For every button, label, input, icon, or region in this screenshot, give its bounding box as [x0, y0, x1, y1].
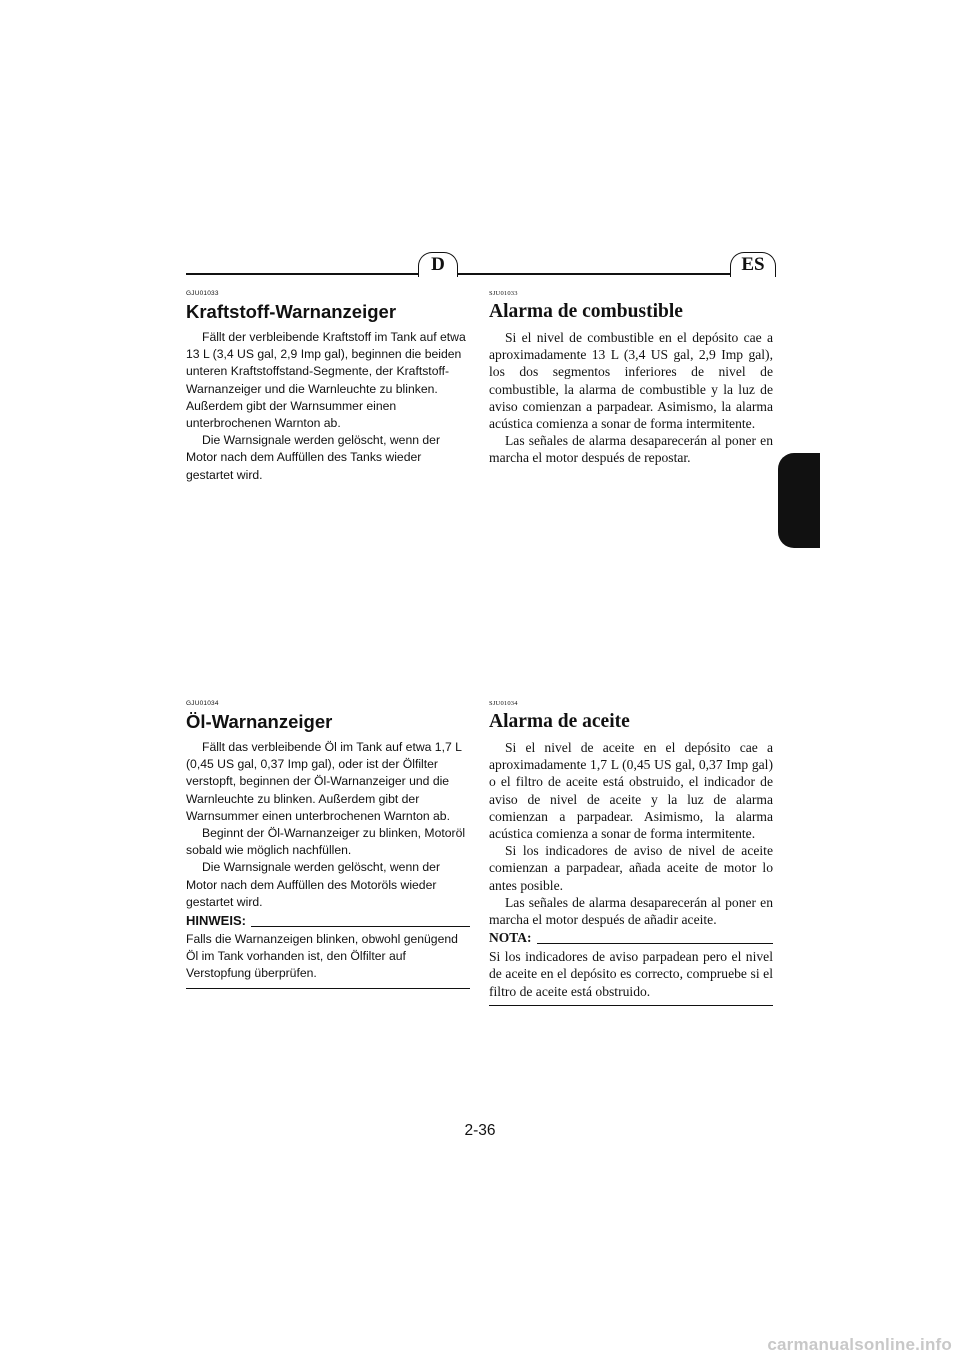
paragraph: Las señales de alarma desaparecerán al poner en marcha el motor después de añadir aceite. — [489, 894, 773, 928]
note-end-rule — [489, 1005, 773, 1006]
paragraph: Si el nivel de combustible en el depósito cae a aproximadamente 13 L (3,4 US gal, 2,9 Imp gal), los dos segmentos inferiores de nivel de combustible, la alarma de combustible y la luz de aviso comienzan a parpadear. Asimismo, la alarma acústica comienza a sonar de forma intermitente. — [489, 330, 773, 432]
note-rule — [537, 943, 774, 944]
section-de-oil-warning — [186, 700, 470, 989]
header-rule — [186, 273, 774, 275]
paragraph: Las señales de alarma desaparecerán al poner en marcha el motor después de repostar. — [489, 433, 773, 466]
section-title: Alarma de aceite — [489, 711, 630, 732]
section-title: Alarma de combustible — [489, 301, 683, 322]
note-rule — [251, 926, 470, 927]
note-end-rule — [186, 988, 470, 989]
paragraph: Si el nivel de aceite en el depósito cae a aproximadamente 1,7 L (0,45 US gal, 0,37 Imp gal) o el filtro de aceite está obstruido, el indicador de aviso de nivel de aceite y la luz de alarma comienzan a parpadear. Asimismo, la alarma acústica comienza a sonar de forma intermitente. — [489, 740, 773, 842]
section-title: Kraftstoff-Warnanzeiger — [186, 301, 397, 322]
section-es-oil-warning — [489, 700, 773, 1006]
paragraph: Fällt das verbleibende Öl im Tank auf etwa 1,7 L (0,45 US gal, 0,37 Imp gal), oder ist der Ölfilter verstopft, beginnen der Öl-Warnanzeiger und die Warnleuchte zu blinken. Außerdem gibt der Warnsummer einen unterbrochenen Warnton ab. — [186, 740, 462, 823]
section-de-fuel-warning — [186, 290, 470, 484]
note-label: HINWEIS: — [186, 913, 246, 929]
section-code: GJU01034 — [186, 700, 219, 707]
paragraph: Beginnt der Öl-Warnanzeiger zu blinken, Motoröl sobald wie möglich nachfüllen. — [186, 826, 466, 858]
language-badge-german: D — [418, 252, 458, 277]
section-title: Öl-Warnanzeiger — [186, 711, 333, 732]
language-badge-spanish: ES — [730, 252, 776, 277]
note-header — [489, 930, 773, 946]
note-text: Falls die Warnanzeigen blinken, obwohl genügend Öl im Tank vorhanden ist, den Ölfilter auf Verstopfung überprüfen. — [186, 932, 458, 981]
paragraph: Si los indicadores de aviso de nivel de aceite comienzan a parpadear, añada aceite de motor lo antes posible. — [489, 843, 773, 893]
chapter-thumb-tab — [778, 453, 820, 548]
section-code: SJU01033 — [489, 290, 518, 297]
watermark: carmanualsonline.info — [767, 1335, 952, 1354]
section-es-fuel-warning — [489, 290, 773, 467]
paragraph: Die Warnsignale werden gelöscht, wenn der Motor nach dem Auffüllen des Tanks wieder gestartet wird. — [186, 433, 441, 482]
paragraph: Die Warnsignale werden gelöscht, wenn der Motor nach dem Auffüllen des Motoröls wieder gestartet wird. — [186, 860, 441, 909]
paragraph: Fällt der verbleibende Kraftstoff im Tank auf etwa 13 L (3,4 US gal, 2,9 Imp gal), beginnen die beiden unteren Kraftstoffstand-Segmente, der Kraftstoff-Warnanzeiger und die Warnleuchte zu blinken. Außerdem gibt der Warnsummer einen unterbrochenen Warnton ab. — [186, 330, 466, 431]
note-header — [186, 913, 470, 929]
section-code: SJU01034 — [489, 700, 518, 707]
section-code: GJU01033 — [186, 290, 219, 297]
note-label: NOTA: — [489, 930, 532, 946]
page-number: 2-36 — [464, 1122, 496, 1139]
note-text: Si los indicadores de aviso parpadean pero el nivel de aceite en el depósito es correcto, compruebe si el filtro de aceite está obstruido. — [489, 949, 773, 999]
